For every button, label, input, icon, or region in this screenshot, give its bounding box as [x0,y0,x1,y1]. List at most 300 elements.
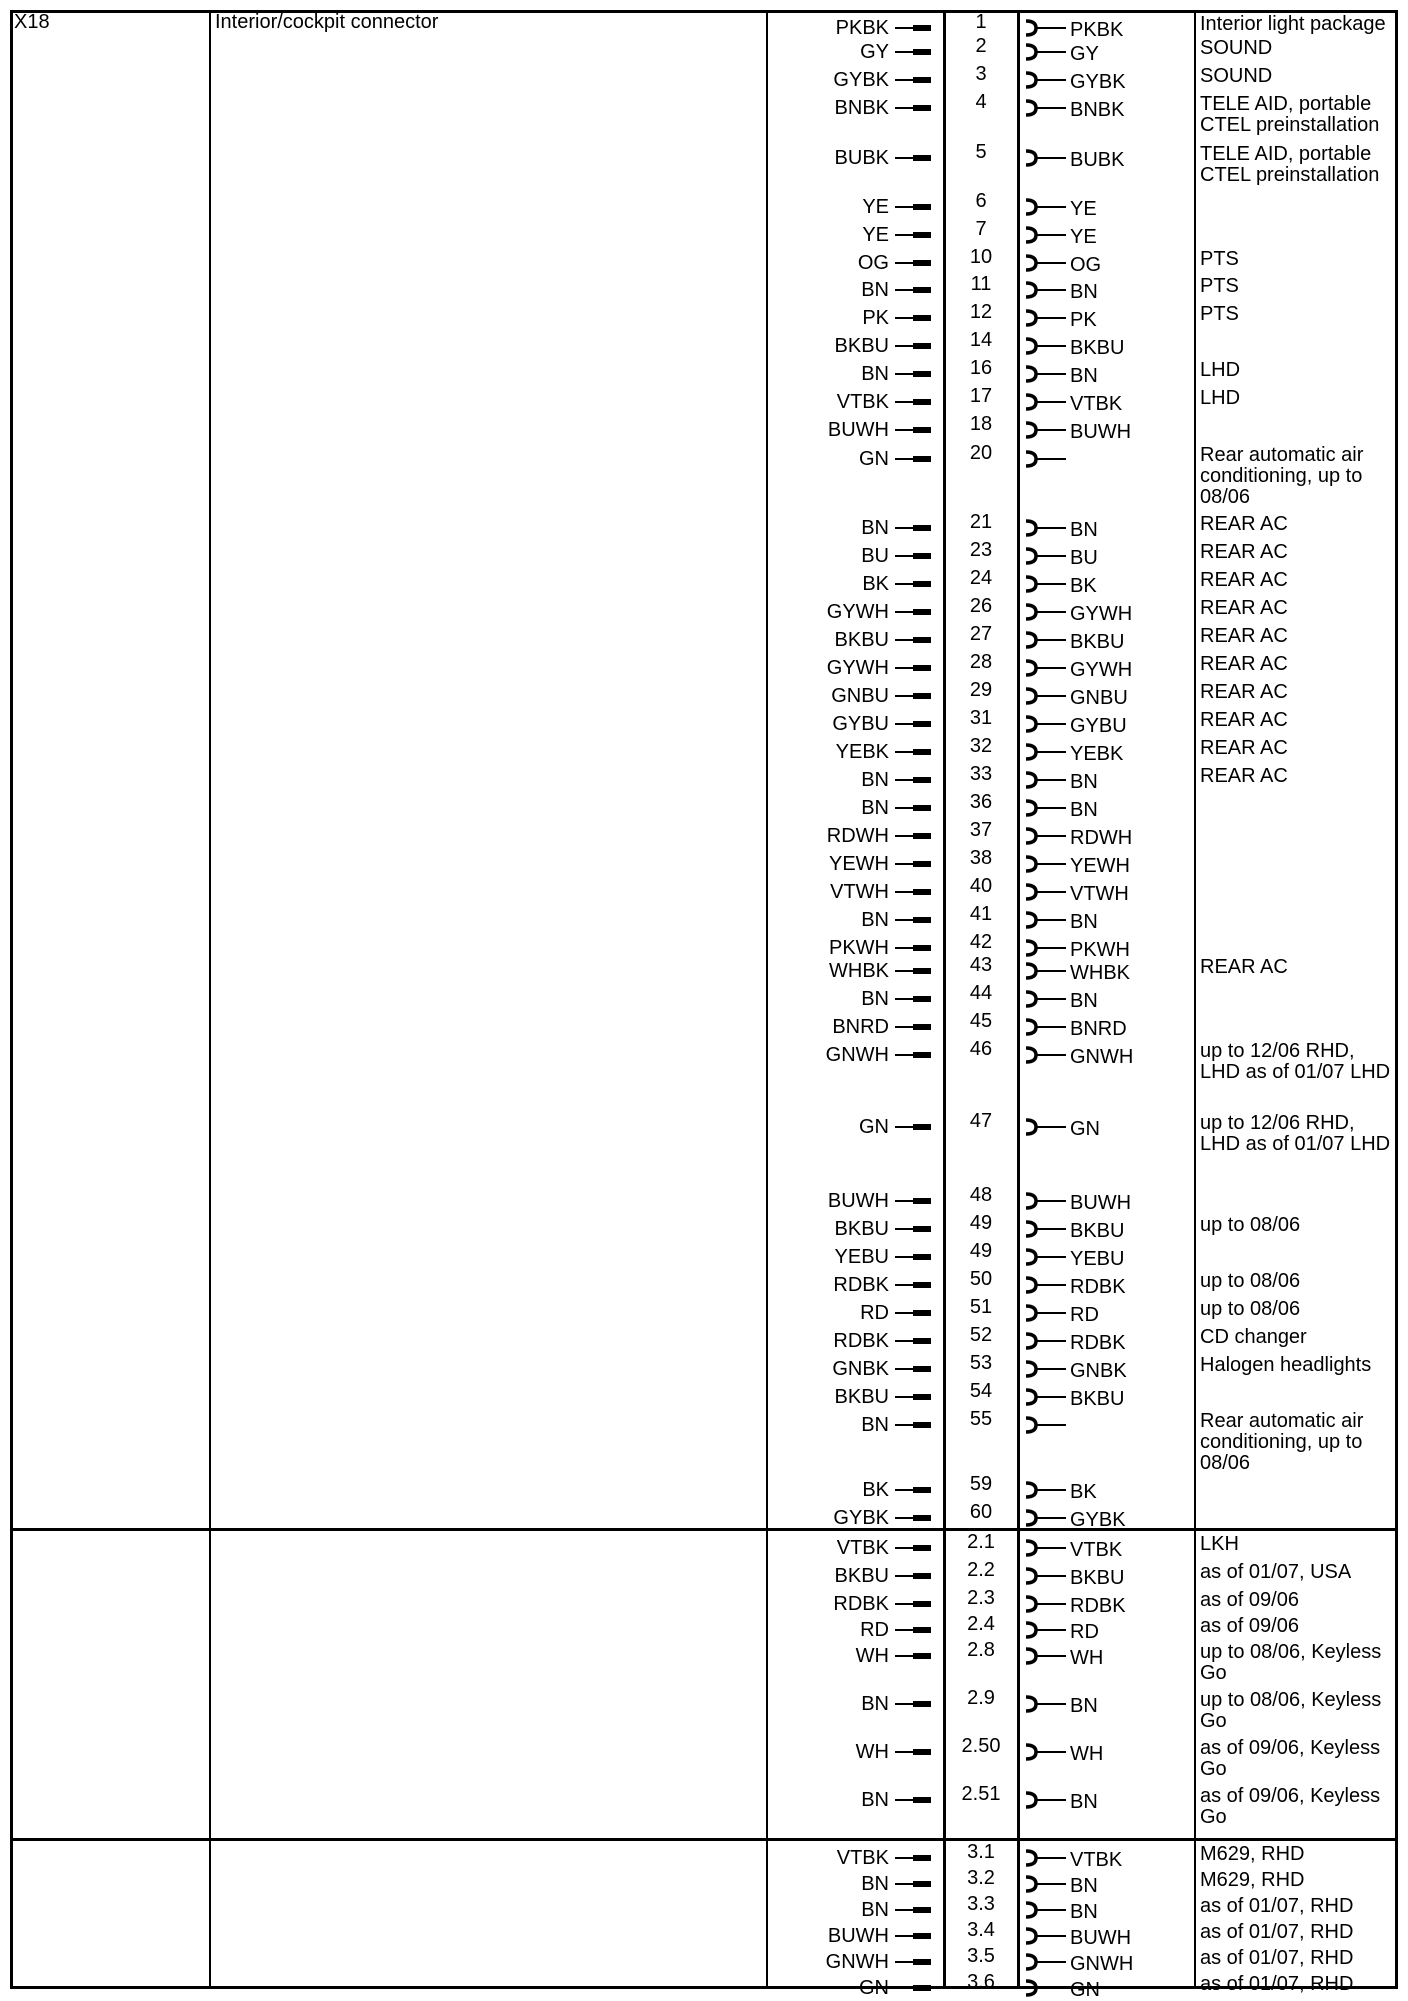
pin-terminal-icon [895,1696,935,1712]
wire-color-right: BN [1070,1791,1098,1813]
pin-number: 14 [969,329,993,351]
wire-color-left: GYWH [826,601,889,623]
pin-socket-icon [1024,42,1068,62]
pin-socket-icon [1024,1331,1068,1351]
wire-color-left: BKBU [834,335,889,357]
pin-terminal-icon [895,1193,935,1209]
pin-note: as of 09/06, Keyless Go [1200,1785,1381,1828]
pin-terminal-icon [895,44,935,60]
pin-socket-icon [1024,1219,1068,1239]
pin-socket-icon [1024,1900,1068,1920]
pin-note: LHD [1200,387,1241,409]
wire-color-left: VTBK [836,391,889,413]
wire-color-left: BUWH [827,1190,889,1212]
wire-color-right: BKBU [1070,337,1125,359]
pin-socket-icon [1024,714,1068,734]
pin-number: 2.8 [967,1639,995,1661]
pin-terminal-icon [895,1333,935,1349]
wire-color-left: GYBU [832,713,889,735]
pin-socket-icon [1024,1594,1068,1614]
wire-color-left: BKBU [834,629,889,651]
wire-color-right: BK [1070,1481,1097,1503]
pin-note: PTS [1200,248,1239,270]
wire-color-left: BN [861,909,889,931]
pin-note: TELE AID, portable CTEL preinstallation [1200,93,1380,136]
pin-terminal-icon [895,940,935,956]
pin-terminal-icon [895,1850,935,1866]
pin-number: 2.51 [961,1783,1001,1805]
wire-color-right: BN [1070,799,1098,821]
pin-terminal-icon [895,366,935,382]
pin-number: 17 [969,385,993,407]
pin-socket-icon [1024,989,1068,1009]
pin-number: 31 [969,707,993,729]
wire-color-left: BUWH [827,419,889,441]
pin-number: 47 [969,1110,993,1132]
wire-color-right: RDBK [1070,1332,1126,1354]
pin-number: 2 [975,35,987,57]
wire-color-right: BN [1070,1901,1098,1923]
wire-color-left: GYWH [826,657,889,679]
pin-socket-icon [1024,392,1068,412]
wire-color-right: BKBU [1070,1567,1125,1589]
wire-color-right: GNWH [1070,1953,1134,1975]
pin-terminal-icon [895,963,935,979]
pin-terminal-icon [895,255,935,271]
pin-number: 2.3 [967,1587,995,1609]
pin-terminal-icon [895,1510,935,1526]
pin-terminal-icon [895,1744,935,1760]
pin-number: 53 [969,1352,993,1374]
pin-number: 26 [969,595,993,617]
pin-note: Halogen headlights [1200,1354,1372,1376]
column-divider-3 [1194,10,1196,1988]
pin-socket-icon [1024,1247,1068,1267]
pin-terminal-icon [895,744,935,760]
pin-note: up to 08/06 [1200,1298,1301,1320]
wire-color-right: BKBU [1070,1220,1125,1242]
wire-color-right: BKBU [1070,1388,1125,1410]
wire-color-right: VTWH [1070,883,1129,905]
pin-socket-icon [1024,770,1068,790]
wire-color-left: RDBK [833,1274,889,1296]
pin-terminal-icon [895,1902,935,1918]
pin-number: 3.4 [967,1919,995,1941]
wire-color-right: GN [1070,1118,1100,1140]
pin-terminal-icon [895,20,935,36]
wire-color-left: BNBK [834,97,889,119]
wire-color-left: RDBK [833,1593,889,1615]
pin-number: 49 [969,1240,993,1262]
pin-socket-icon [1024,1191,1068,1211]
pin-number: 37 [969,819,993,841]
pin-number: 20 [969,442,993,464]
pin-terminal-icon [895,828,935,844]
pin-note: up to 08/06 [1200,1214,1301,1236]
pin-socket-icon [1024,1620,1068,1640]
pin-note: as of 09/06 [1200,1615,1299,1637]
pin-note: Rear automatic air conditioning, up to 08/06 [1200,1410,1364,1474]
pin-terminal-icon [895,1417,935,1433]
pin-number: 11 [970,273,992,295]
pin-note: as of 01/07, RHD [1200,1973,1354,1995]
pin-terminal-icon [895,1221,935,1237]
pin-note: REAR AC [1200,709,1288,731]
pin-socket-icon [1024,1874,1068,1894]
pin-note: as of 01/07, USA [1200,1561,1352,1583]
pin-socket-icon [1024,197,1068,217]
wire-color-right: BN [1070,365,1098,387]
wire-color-right: VTBK [1070,1849,1123,1871]
pin-socket-icon [1024,336,1068,356]
pin-number: 51 [969,1296,993,1318]
pin-socket-icon [1024,1387,1068,1407]
pin-socket-icon [1024,1303,1068,1323]
pin-note: M629, RHD [1200,1843,1305,1865]
pin-number: 43 [969,954,993,976]
pin-number: 49 [969,1212,993,1234]
wire-color-left: BNRD [832,1016,889,1038]
pin-number: 59 [969,1473,993,1495]
pin-number: 29 [969,679,993,701]
wire-color-left: BKBU [834,1218,889,1240]
pin-terminal-icon [895,1568,935,1584]
pin-number: 32 [969,735,993,757]
wire-color-left: BK [862,573,889,595]
pin-socket-icon [1024,70,1068,90]
connector-id: X18 [14,11,50,33]
pin-note: REAR AC [1200,569,1288,591]
pin-socket-icon [1024,225,1068,245]
pin-note: REAR AC [1200,513,1288,535]
wire-color-right: RDBK [1070,1276,1126,1298]
wire-color-right: BUBK [1070,149,1125,171]
pin-number: 38 [969,847,993,869]
pin-socket-icon [1024,961,1068,981]
pin-terminal-icon [895,520,935,536]
pin-number: 3.1 [967,1841,995,1863]
wire-color-right: GNWH [1070,1046,1134,1068]
pin-number: 28 [969,651,993,673]
wire-color-right: YEBK [1070,743,1124,765]
wire-color-left: GN [859,1977,889,1999]
pin-terminal-icon [895,1389,935,1405]
wire-color-left: GNBU [831,685,889,707]
pin-terminal-icon [895,1954,935,1970]
pin-terminal-icon [895,1596,935,1612]
wire-color-left: BK [862,1479,889,1501]
pin-number: 4 [975,91,987,113]
wire-color-right: GNBU [1070,687,1128,709]
wire-color-right: BNBK [1070,99,1125,121]
pin-note: up to 12/06 RHD, LHD as of 01/07 LHD [1200,1040,1391,1083]
pin-number: 50 [969,1268,993,1290]
wire-color-right: BUWH [1070,421,1132,443]
wire-color-right: BUWH [1070,1192,1132,1214]
pin-note: LKH [1200,1533,1239,1555]
pin-terminal-icon [895,716,935,732]
pin-number: 10 [969,246,993,268]
pin-terminal-icon [895,1019,935,1035]
pin-number: 45 [969,1010,993,1032]
pin-number: 54 [969,1380,993,1402]
wire-color-left: RDWH [826,825,889,847]
pin-number: 2.1 [967,1531,995,1553]
pin-number: 3.5 [967,1945,995,1967]
wire-color-right: GYBU [1070,715,1127,737]
pin-terminal-icon [895,991,935,1007]
wire-color-left: YEBU [834,1246,889,1268]
pin-socket-icon [1024,18,1068,38]
pin-terminal-icon [895,1876,935,1892]
wire-color-left: BKBU [834,1565,889,1587]
pin-terminal-icon [895,1249,935,1265]
wire-color-left: BN [861,1789,889,1811]
pin-number: 42 [969,931,993,953]
wire-color-left: PKBK [835,17,889,39]
pin-socket-icon [1024,449,1068,469]
wire-color-right: RD [1070,1304,1099,1326]
pin-socket-icon [1024,308,1068,328]
pin-socket-icon [1024,798,1068,818]
pin-column-right [1017,10,1020,1988]
pin-terminal-icon [895,1305,935,1321]
wire-color-left: WHBK [829,960,889,982]
pin-socket-icon [1024,1017,1068,1037]
pin-number: 24 [969,567,993,589]
pin-number: 5 [975,141,987,163]
pin-socket-icon [1024,658,1068,678]
pin-socket-icon [1024,574,1068,594]
wire-color-right: GYBK [1070,1509,1126,1531]
pin-terminal-icon [895,1648,935,1664]
pin-terminal-icon [895,100,935,116]
pin-number: 46 [969,1038,993,1060]
wire-color-right: YEWH [1070,855,1130,877]
pin-terminal-icon [895,604,935,620]
pin-note: M629, RHD [1200,1869,1305,1891]
wire-color-left: GYBK [833,69,889,91]
pin-note: up to 08/06, Keyless Go [1200,1689,1382,1732]
wire-color-right: WHBK [1070,962,1130,984]
pin-note: as of 01/07, RHD [1200,1947,1354,1969]
pin-note: PTS [1200,303,1239,325]
wire-color-left: GN [859,1116,889,1138]
pin-socket-icon [1024,1480,1068,1500]
pin-number: 3.6 [967,1971,995,1993]
pin-note: as of 09/06, Keyless Go [1200,1737,1381,1780]
pin-number: 18 [969,413,993,435]
pin-socket-icon [1024,826,1068,846]
pin-note: REAR AC [1200,765,1288,787]
table-border-left [10,10,13,1988]
wire-color-left: GN [859,448,889,470]
pin-socket-icon [1024,854,1068,874]
pin-terminal-icon [895,1361,935,1377]
pin-socket-icon [1024,546,1068,566]
pin-note: up to 12/06 RHD, LHD as of 01/07 LHD [1200,1112,1391,1155]
wire-color-right: BKBU [1070,631,1125,653]
pin-terminal-icon [895,772,935,788]
pin-number: 1 [975,11,987,33]
wire-color-right: BN [1070,519,1098,541]
pin-note: Rear automatic air conditioning, up to 08/06 [1200,444,1364,508]
pin-socket-icon [1024,602,1068,622]
section-divider-2 [10,1838,1398,1841]
pin-terminal-icon [895,1928,935,1944]
wire-color-left: WH [855,1741,889,1763]
pin-terminal-icon [895,688,935,704]
wire-color-left: BN [861,1899,889,1921]
pin-socket-icon [1024,253,1068,273]
pin-note: as of 01/07, RHD [1200,1895,1354,1917]
wire-color-right: YE [1070,198,1097,220]
wire-color-right: BN [1070,911,1098,933]
wire-color-right: BN [1070,990,1098,1012]
pin-note: REAR AC [1200,541,1288,563]
wire-color-left: VTBK [836,1847,889,1869]
pin-number: 55 [969,1408,993,1430]
wire-color-left: RD [860,1619,889,1641]
wire-color-right: GYBK [1070,71,1126,93]
pin-terminal-icon [895,884,935,900]
pin-socket-icon [1024,1646,1068,1666]
wire-color-left: BN [861,988,889,1010]
pin-socket-icon [1024,420,1068,440]
pin-terminal-icon [895,1277,935,1293]
pin-number: 60 [969,1501,993,1523]
pin-terminal-icon [895,150,935,166]
wire-color-right: GYWH [1070,659,1133,681]
pin-note: Interior light package [1200,13,1386,35]
wire-color-right: BN [1070,281,1098,303]
pin-terminal-icon [895,660,935,676]
wire-color-right: PKBK [1070,19,1124,41]
wire-color-left: YE [862,224,889,246]
pin-terminal-icon [895,1540,935,1556]
wire-color-left: PKWH [829,937,889,959]
pin-terminal-icon [895,394,935,410]
pin-terminal-icon [895,310,935,326]
pin-number: 12 [969,301,993,323]
pin-socket-icon [1024,1926,1068,1946]
pin-socket-icon [1024,1275,1068,1295]
wire-color-left: BU [861,545,889,567]
pin-socket-icon [1024,1742,1068,1762]
pin-socket-icon [1024,1359,1068,1379]
wire-color-left: BUWH [827,1925,889,1947]
pin-number: 3.3 [967,1893,995,1915]
wire-color-right: VTBK [1070,1539,1123,1561]
pin-socket-icon [1024,280,1068,300]
pin-socket-icon [1024,148,1068,168]
wire-color-left: BN [861,363,889,385]
wire-color-left: VTBK [836,1537,889,1559]
pin-number: 23 [969,539,993,561]
wire-color-left: GYBK [833,1507,889,1529]
pin-terminal-icon [895,632,935,648]
pin-number: 3.2 [967,1867,995,1889]
pin-socket-icon [1024,1117,1068,1137]
wire-color-left: BN [861,1414,889,1436]
wire-color-right: YEBU [1070,1248,1125,1270]
pin-number: 7 [975,218,987,240]
pin-terminal-icon [895,1047,935,1063]
pin-terminal-icon [895,856,935,872]
pin-terminal-icon [895,72,935,88]
pin-number: 48 [969,1184,993,1206]
pin-socket-icon [1024,742,1068,762]
pin-socket-icon [1024,98,1068,118]
wire-color-left: BN [861,517,889,539]
pin-terminal-icon [895,282,935,298]
pin-terminal-icon [895,451,935,467]
pin-number: 6 [975,190,987,212]
wire-color-right: BNRD [1070,1018,1127,1040]
wire-color-right: BUWH [1070,1927,1132,1949]
pin-terminal-icon [895,1119,935,1135]
pin-note: CD changer [1200,1326,1307,1348]
pin-number: 40 [969,875,993,897]
pin-number: 2.4 [967,1613,995,1635]
wire-color-left: RDBK [833,1330,889,1352]
wire-color-right: GN [1070,1979,1100,2001]
wire-color-left: OG [857,252,889,274]
pin-number: 2.50 [961,1735,1001,1757]
wire-color-left: YEBK [835,741,889,763]
pin-socket-icon [1024,518,1068,538]
wire-color-left: VTWH [830,881,889,903]
wire-color-left: YE [862,196,889,218]
wire-color-right: VTBK [1070,393,1123,415]
pin-number: 21 [969,511,993,533]
wire-color-right: RDBK [1070,1595,1126,1617]
pin-socket-icon [1024,1694,1068,1714]
pin-socket-icon [1024,1978,1068,1998]
pin-socket-icon [1024,1566,1068,1586]
pin-note: REAR AC [1200,625,1288,647]
pin-number: 44 [969,982,993,1004]
pin-terminal-icon [895,338,935,354]
wire-color-right: RDWH [1070,827,1133,849]
column-divider-1 [209,10,211,1988]
pin-note: TELE AID, portable CTEL preinstallation [1200,143,1380,186]
wire-color-left: PK [862,307,889,329]
wire-color-left: BN [861,279,889,301]
pin-socket-icon [1024,1790,1068,1810]
pin-number: 2.9 [967,1687,995,1709]
pin-note: REAR AC [1200,956,1288,978]
wire-color-right: BK [1070,575,1097,597]
wire-color-left: GNWH [825,1044,889,1066]
pin-terminal-icon [895,199,935,215]
pin-note: as of 09/06 [1200,1589,1299,1611]
pin-socket-icon [1024,364,1068,384]
pin-terminal-icon [895,912,935,928]
connector-name: Interior/cockpit connector [215,11,439,33]
pin-socket-icon [1024,1538,1068,1558]
wire-color-left: BN [861,769,889,791]
wire-color-right: WH [1070,1743,1104,1765]
pin-note: as of 01/07, RHD [1200,1921,1354,1943]
wire-color-right: RD [1070,1621,1099,1643]
wire-color-left: BN [861,797,889,819]
wire-color-left: WH [855,1645,889,1667]
pin-note: REAR AC [1200,737,1288,759]
wire-color-right: BN [1070,771,1098,793]
pin-note: SOUND [1200,65,1273,87]
wire-color-left: GY [860,41,889,63]
